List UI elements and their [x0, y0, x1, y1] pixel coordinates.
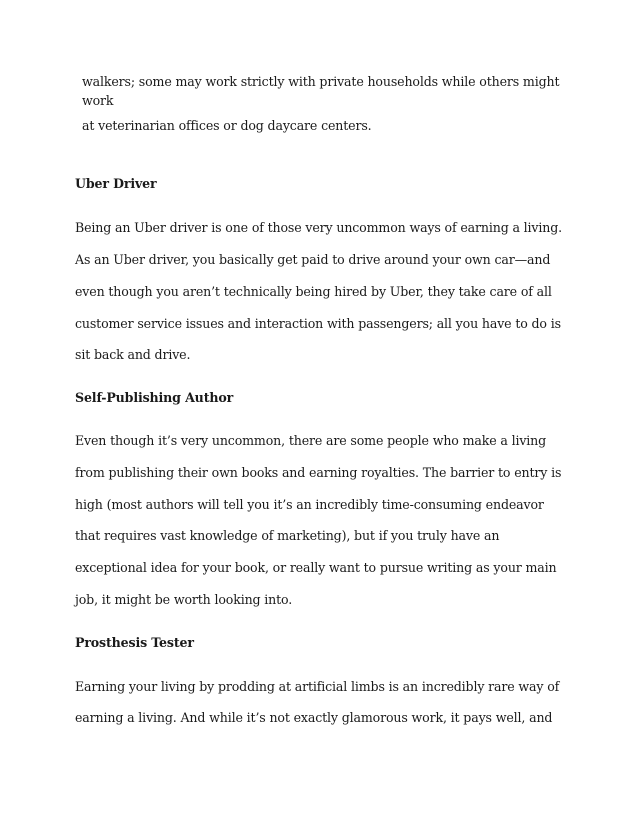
paragraph-line: job, it might be worth looking into. — [75, 592, 293, 607]
paragraph-line: Even though it’s very uncommon, there are some people who make a living — [75, 433, 547, 448]
intro-line: at veterinarian offices or dog daycare centers. — [82, 118, 372, 133]
paragraph-line: earning a living. And while it’s not exactly glamorous work, it pays well, and — [75, 710, 553, 725]
section-heading: Self-Publishing Author — [75, 390, 234, 405]
paragraph-line: high (most authors will tell you it’s an incredibly time-consuming endeavor — [75, 497, 544, 512]
paragraph-line: sit back and drive. — [75, 347, 191, 362]
section-heading: Prosthesis Tester — [75, 635, 194, 650]
section-heading: Uber Driver — [75, 176, 157, 191]
paragraph-line: As an Uber driver, you basically get paid to drive around your own car—and — [75, 252, 551, 267]
paragraph-line: even though you aren’t technically being hired by Uber, they take care of all — [75, 284, 552, 299]
intro-line: walkers; some may work strictly with private households while others might — [82, 74, 560, 89]
intro-line: work — [82, 93, 114, 108]
paragraph-line: Earning your living by prodding at artificial limbs is an incredibly rare way of — [75, 679, 560, 694]
paragraph-line: Being an Uber driver is one of those very uncommon ways of earning a living. — [75, 220, 562, 235]
paragraph-line: from publishing their own books and earning royalties. The barrier to entry is — [75, 465, 562, 480]
paragraph-line: that requires vast knowledge of marketing), but if you truly have an — [75, 528, 500, 543]
paragraph-line: exceptional idea for your book, or really want to pursue writing as your main — [75, 560, 557, 575]
paragraph-line: customer service issues and interaction with passengers; all you have to do is — [75, 316, 561, 331]
